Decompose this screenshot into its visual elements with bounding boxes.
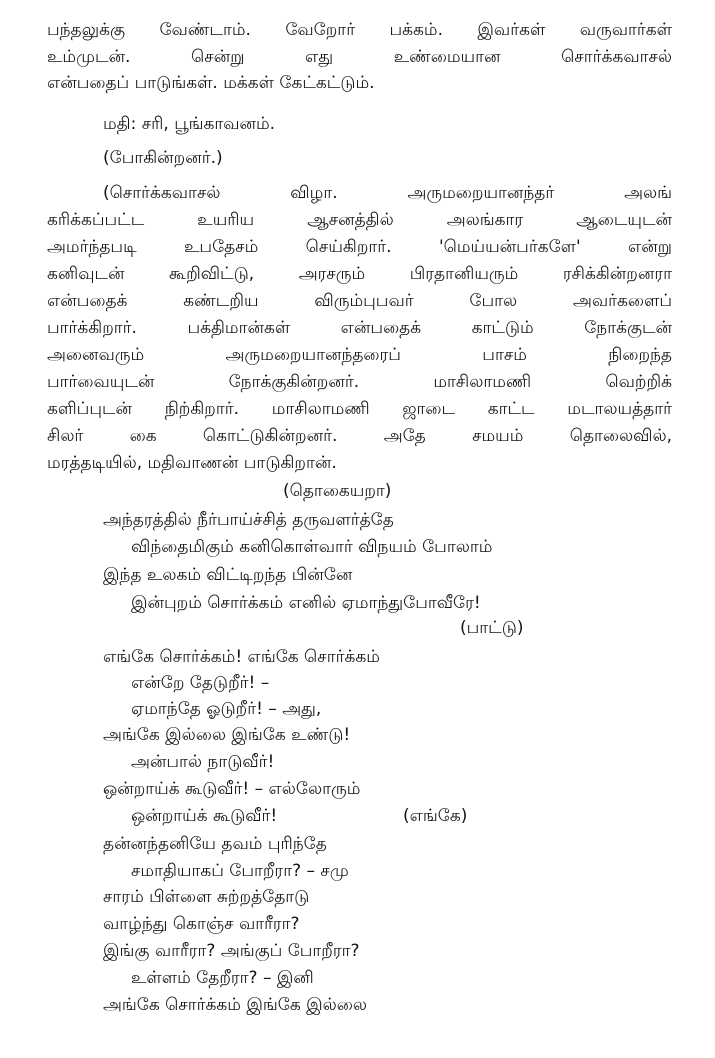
refrain-tag: (எங்கே) <box>403 806 468 826</box>
song-line: உள்ளம் தேறீரா? – இனி <box>131 968 314 988</box>
intro-line: என்பதைப் பாடுங்கள். மக்கள் கேட்கட்டும். <box>47 73 375 93</box>
stage-direction-line: கரிக்கப்பட்ட உயரிய ஆசனத்தில் அலங்கார ஆடையுடன் <box>47 210 672 230</box>
song-line: வாழ்ந்து கொஞ்ச வாரீரா? <box>103 914 300 934</box>
song-line: என்றே தேடுறீர்! – <box>131 673 270 693</box>
song-line: ஏமாந்தே ஓடுறீர்! – அது, <box>131 699 322 719</box>
verse-line: அந்தரத்தில் நீர்பாய்ச்சித் தருவளர்த்தே <box>103 510 394 530</box>
stage-direction-line: அமர்ந்தபடி உபதேசம் செய்கிறார். 'மெய்யன்பர்களே' என்று <box>47 237 672 257</box>
song-line: சமாதியாகப் போறீரா? – சமு <box>131 861 349 881</box>
verse-line: இந்த உலகம் விட்டிறந்த பின்னே <box>103 565 353 585</box>
stage-direction-line: என்பதைக் கண்டறிய விரும்புபவர் போல அவர்களைப் <box>47 291 672 311</box>
song-line: ஒன்றாய்க் கூடுவீர்! – எல்லோரும் <box>103 779 361 799</box>
stage-direction-line: கனிவுடன் கூறிவிட்டு, அரசரும் பிரதானியரும் ரசிக்கின்றனரா <box>47 264 672 284</box>
verse-line: இன்புறம் சொர்க்கம் எனில் ஏமாந்துபோவீரே! <box>131 593 481 613</box>
intro-line: பந்தலுக்கு வேண்டாம். வேறோர் பக்கம். இவர்கள் வருவார்கள் <box>47 20 672 40</box>
stage-direction-line: (சொர்க்கவாசல் விழா. அருமறையானந்தர் அலங் <box>103 183 672 203</box>
song-line: சாரம் பிள்ளை சுற்றத்தோடு <box>103 887 310 907</box>
song-line: தன்னந்தனியே தவம் புரிந்தே <box>103 834 327 854</box>
stage-direction-line: பார்வையுடன் நோக்குகின்றனர். மாசிலாமணி வெற்றிக் <box>47 372 672 392</box>
song-line: ஒன்றாய்க் கூடுவீர்! <box>131 806 278 826</box>
stage-exit: (போகின்றனர்.) <box>103 148 223 168</box>
stage-direction-line: சிலர் கை கொட்டுகின்றனர். அதே சமயம் தொலைவில், <box>47 426 672 446</box>
song-label: (பாட்டு) <box>460 618 524 638</box>
song-line: அன்பால் நாடுவீர்! <box>131 752 275 772</box>
song-line: அங்கே இல்லை இங்கே உண்டு! <box>103 725 351 745</box>
stage-direction-line: அனைவரும் அருமறையானந்தரைப் பாசம் நிறைந்த <box>47 345 672 365</box>
song-heading: (தொகையறா) <box>283 481 392 501</box>
stage-direction-line: மரத்தடியில், மதிவாணன் பாடுகிறான். <box>47 453 337 473</box>
dialogue-line: மதி: சரி, பூங்காவனம். <box>103 114 276 134</box>
stage-direction-line: பார்க்கிறார். பக்திமான்கள் என்பதைக் காட்டும் நோக்குடன் <box>47 318 672 338</box>
song-line: அங்கே சொர்க்கம் இங்கே இல்லை <box>103 995 367 1015</box>
stage-direction-line: களிப்புடன் நிற்கிறார். மாசிலாமணி ஜாடை காட்ட மடாலயத்தார் <box>47 399 672 419</box>
verse-line: விந்தைமிகும் கனிகொள்வார் விநயம் போலாம் <box>131 537 493 557</box>
intro-line: உம்முடன். சென்று எது உண்மையான சொர்க்கவாசல் <box>47 47 672 67</box>
song-line: எங்கே சொர்க்கம்! எங்கே சொர்க்கம் <box>103 647 380 667</box>
song-line: இங்கு வாரீரா? அங்குப் போறீரா? <box>103 941 360 961</box>
